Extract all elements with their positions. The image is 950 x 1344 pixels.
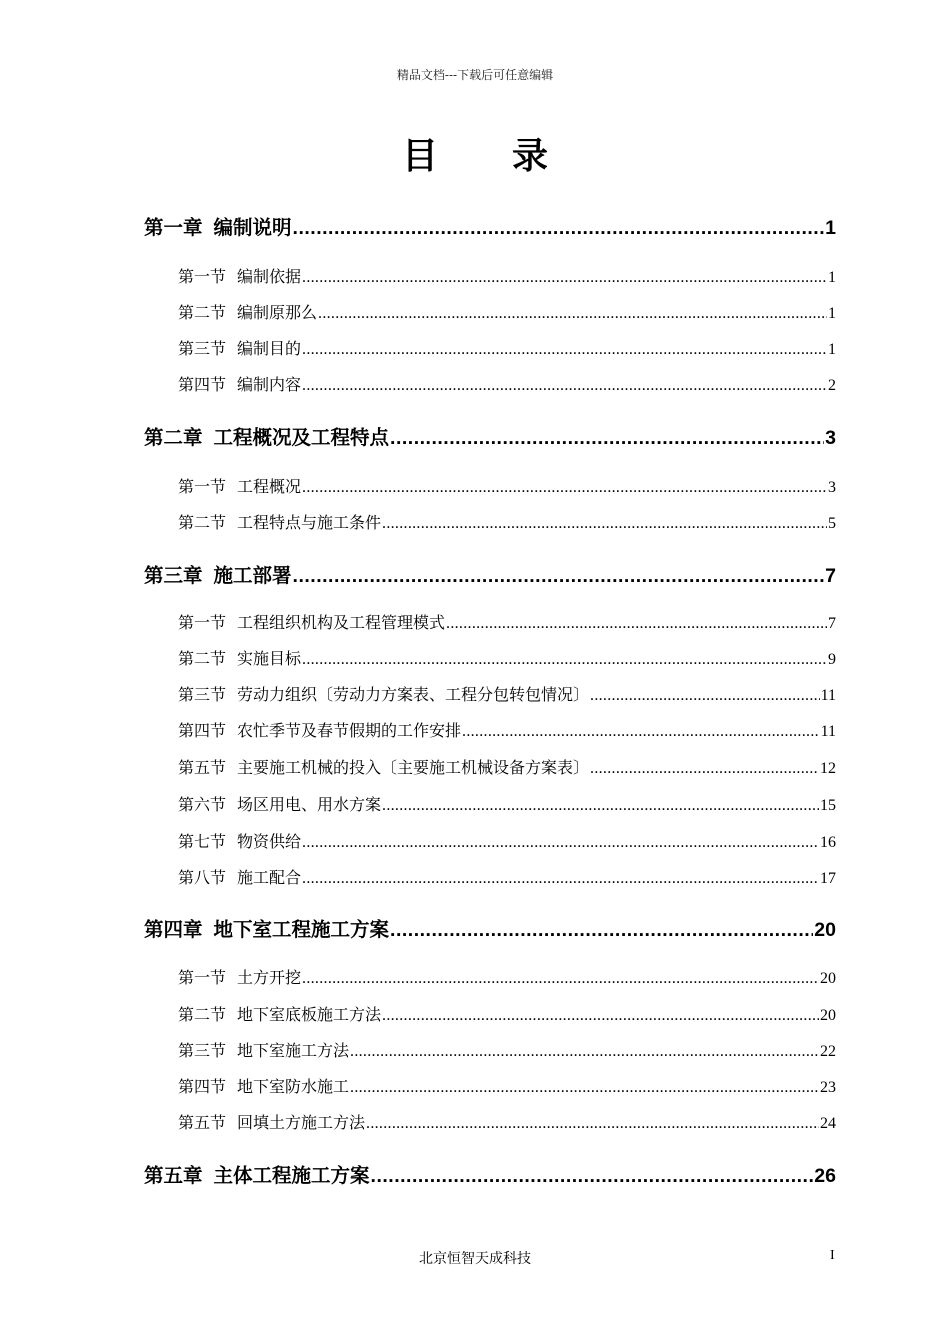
toc-entry-title: 场区用电、用水方案 [237,795,382,814]
toc-section-entry[interactable] [178,829,836,852]
toc-dot-leader [462,721,820,741]
toc-entry-number: 第一节 [178,613,227,632]
toc-entry-page: 1 [828,305,836,322]
toc-dot-leader [302,968,819,988]
toc-entry-title: 编制依据 [237,267,302,286]
footer-page-number: I [830,1248,835,1263]
toc-entry-number: 第三章 [144,564,203,587]
toc-entry-page: 12 [820,760,836,777]
toc-dot-leader [302,649,827,669]
toc-entry-page: 2 [828,377,836,394]
toc-section-entry[interactable] [178,474,836,497]
toc-entry-number: 第七节 [178,832,227,851]
toc-entry-title: 工程概况 [237,477,302,496]
toc-section-entry[interactable] [178,792,836,815]
toc-dot-leader [382,795,819,815]
toc-entry-page: 15 [820,797,836,814]
toc-dot-leader [371,1164,814,1188]
toc-dot-leader [293,564,825,588]
toc-entry-number: 第二节 [178,649,227,668]
toc-entry-title: 实施目标 [237,649,302,668]
toc-entry-page: 20 [814,919,836,941]
toc-entry-page: 3 [825,427,836,449]
toc-entry-page: 20 [820,1007,836,1024]
toc-chapter-entry[interactable] [144,212,836,240]
toc-dot-leader [390,918,813,942]
toc-entry-title: 工程概况及工程特点 [213,426,390,449]
toc-section-entry[interactable] [178,336,836,359]
toc-dot-leader [350,1041,819,1061]
toc-entry-number: 第四节 [178,1077,227,1096]
toc-dot-leader [302,375,827,395]
toc-entry-title: 农忙季节及春节假期的工作安排 [237,721,462,740]
footer-company: 北京恒智天成科技 [419,1251,531,1267]
toc-dot-leader [302,339,827,359]
toc-entry-number: 第五节 [178,758,227,777]
toc-entry-number: 第五节 [178,1113,227,1132]
toc-section-entry[interactable] [178,372,836,395]
toc-dot-leader [350,1077,819,1097]
toc-entry-title: 地下室工程施工方案 [213,918,390,941]
toc-entry-page: 22 [820,1043,836,1060]
toc-entry-page: 17 [820,870,836,887]
toc-section-entry[interactable] [178,1038,836,1061]
toc-dot-leader [382,513,827,533]
toc-dot-leader [302,868,819,888]
toc-entry-page: 23 [820,1079,836,1096]
toc-entry-title: 主体工程施工方案 [213,1164,370,1187]
toc-dot-leader [590,685,820,705]
toc-entry-page: 24 [820,1115,836,1132]
toc-entry-number: 第一节 [178,968,227,987]
toc-chapter-entry[interactable] [144,422,836,450]
toc-entry-page: 1 [828,269,836,286]
toc-section-entry[interactable] [178,865,836,888]
toc-entry-number: 第一节 [178,477,227,496]
toc-entry-title: 土方开挖 [237,968,302,987]
toc-entry-number: 第二节 [178,513,227,532]
toc-section-entry[interactable] [178,264,836,287]
toc-section-entry[interactable] [178,1002,836,1025]
toc-entry-number: 第五章 [144,1164,203,1187]
toc-entry-title: 编制目的 [237,339,302,358]
toc-entry-title: 工程特点与施工条件 [237,513,382,532]
toc-entry-title: 地下室底板施工方法 [237,1005,382,1024]
toc-section-entry[interactable] [178,965,836,988]
toc-entry-page: 7 [825,565,836,587]
toc-entry-page: 16 [820,834,836,851]
toc-entry-page: 1 [828,341,836,358]
toc-dot-leader [446,613,827,633]
toc-section-entry[interactable] [178,682,836,705]
toc-entry-number: 第二章 [144,426,203,449]
toc-entry-number: 第二节 [178,1005,227,1024]
toc-entry-number: 第四章 [144,918,203,941]
toc-entry-title: 工程组织机构及工程管理模式 [237,613,446,632]
toc-dot-leader [366,1113,819,1133]
toc-section-entry[interactable] [178,300,836,323]
toc-entry-title: 编制说明 [213,216,292,239]
toc-section-entry[interactable] [178,510,836,533]
toc-entry-title: 地下室防水施工 [237,1077,350,1096]
toc-entry-number: 第三节 [178,1041,227,1060]
toc-entry-number: 第二节 [178,303,227,322]
toc-chapter-entry[interactable] [144,914,836,942]
toc-dot-leader [302,477,827,497]
toc-entry-number: 第三节 [178,339,227,358]
toc-entry-title: 主要施工机械的投入〔主要施工机械设备方案表〕 [237,758,590,777]
toc-entry-title: 施工配合 [237,868,302,887]
toc-entry-page: 1 [825,217,836,239]
toc-dot-leader [390,426,824,450]
toc-entry-title: 回填土方施工方法 [237,1113,366,1132]
toc-entry-title: 编制原那么 [237,303,318,322]
toc-entry-title: 施工部署 [213,564,292,587]
toc-dot-leader [302,832,819,852]
toc-section-entry[interactable] [178,1074,836,1097]
toc-entry-page: 11 [820,723,836,740]
toc-entry-title: 地下室施工方法 [237,1041,350,1060]
toc-entry-title: 编制内容 [237,375,302,394]
toc-entry-number: 第四节 [178,375,227,394]
toc-entry-page: 11 [820,687,836,704]
page-header: 精品文档---下载后可任意编辑 [396,68,554,82]
toc-entry-page: 7 [828,615,836,632]
toc-dot-leader [293,216,825,240]
toc-dot-leader [302,267,827,287]
toc-dot-leader [590,758,819,778]
toc-entry-number: 第一节 [178,267,227,286]
toc-entry-number: 第四节 [178,721,227,740]
toc-entry-page: 3 [828,479,836,496]
toc-section-entry[interactable] [178,1110,836,1133]
toc-entry-page: 20 [820,970,836,987]
toc-section-entry[interactable] [178,718,836,741]
toc-entry-page: 9 [828,651,836,668]
page-title: 目录 [401,136,622,177]
toc-section-entry[interactable] [178,646,836,669]
toc-entry-page: 5 [828,515,836,532]
toc-section-entry[interactable] [178,610,836,633]
toc-dot-leader [382,1005,819,1025]
toc-chapter-entry[interactable] [144,560,836,588]
toc-entry-title: 劳动力组织〔劳动力方案表、工程分包转包情况〕 [237,685,590,704]
toc-entry-title: 物资供给 [237,832,302,851]
toc-chapter-entry[interactable] [144,1160,836,1188]
toc-section-entry[interactable] [178,755,836,778]
toc-entry-page: 26 [814,1165,836,1187]
toc-dot-leader [318,303,827,323]
toc-entry-number: 第三节 [178,685,227,704]
toc-entry-number: 第一章 [144,216,203,239]
toc-entry-number: 第六节 [178,795,227,814]
toc-entry-number: 第八节 [178,868,227,887]
